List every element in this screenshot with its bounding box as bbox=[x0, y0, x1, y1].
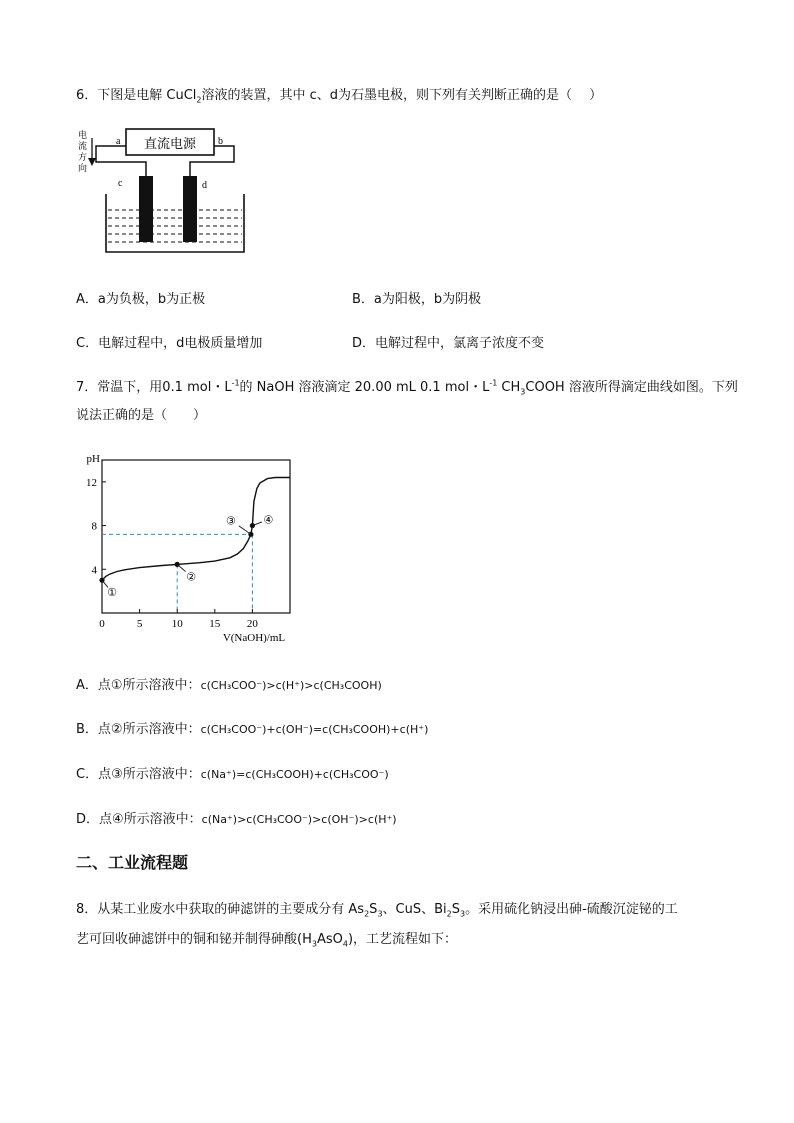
electrolysis-apparatus-diagram bbox=[76, 124, 256, 264]
electrode-d-label: d bbox=[202, 180, 207, 191]
q6-option-b[interactable]: B．a为阳极，b为阴极 bbox=[352, 292, 482, 307]
electrode-c-label: c bbox=[118, 178, 123, 189]
section-title: 二、工业流程题 bbox=[76, 853, 189, 872]
titration-curve-line bbox=[102, 478, 290, 584]
y-axis-label: pH bbox=[86, 453, 100, 465]
plot-frame bbox=[102, 460, 290, 613]
q6-option-c[interactable]: C．电解过程中，d电极质量增加 bbox=[76, 336, 263, 351]
electrode-c bbox=[139, 176, 153, 242]
solution-lines bbox=[108, 210, 242, 242]
titration-curve-chart bbox=[74, 448, 304, 648]
beaker bbox=[106, 194, 244, 252]
q7-stem-line1: 7．常温下，用0.1 mol・$L^{-1}$的 NaOH 溶液滴定 20.00 mL 0.1 mol・$L^{-1}$ $CH_3COOH$ 溶液所得滴定曲线如图。下列 bbox=[76, 378, 738, 397]
data-point-label: ④ bbox=[263, 514, 274, 527]
data-point-label: ② bbox=[186, 571, 197, 584]
data-point-leader bbox=[239, 526, 251, 534]
power-supply-label: 直流电源 bbox=[143, 137, 197, 152]
terminal-b-label: b bbox=[218, 136, 223, 147]
svg-text:流: 流 bbox=[78, 142, 88, 152]
arrow-down-icon bbox=[88, 158, 96, 166]
svg-text:方: 方 bbox=[78, 153, 88, 163]
x-tick-label: 20 bbox=[246, 618, 258, 630]
q8-stem-line2: 艺可回收砷滤饼中的铜和铋并制得砷酸$(H_3AsO_4)$，工艺流程如下： bbox=[76, 932, 458, 949]
y-tick-label: 12 bbox=[86, 476, 97, 489]
y-tick-label: 4 bbox=[91, 564, 97, 577]
q6-option-d[interactable]: D．电解过程中，氯离子浓度不变 bbox=[352, 336, 545, 351]
x-tick-label: 5 bbox=[136, 618, 143, 630]
electrode-d bbox=[183, 176, 197, 242]
current-direction-label bbox=[78, 129, 87, 174]
svg-text:向: 向 bbox=[78, 164, 88, 174]
y-tick-label: 8 bbox=[91, 520, 97, 533]
q7-stem-line2: 说法正确的是（ ） bbox=[76, 408, 207, 423]
terminal-a-label: a bbox=[116, 136, 121, 147]
q6-option-a[interactable]: A．a为负极，b为正极 bbox=[76, 292, 206, 307]
x-tick-label: 0 bbox=[99, 618, 105, 630]
q7-option-c[interactable]: C．点③所示溶液中：c(Na⁺)=c(CH₃COOH)+c(CH₃COO⁻) bbox=[76, 767, 389, 782]
q8-stem-line1: 8．从某工业废水中获取的砷滤饼的主要成分有 $As_2S_3$、CuS、$Bi_2S_3$。采用硫化钠浸出砷-硫酸沉淀铋的工 bbox=[76, 902, 678, 919]
q7-option-b[interactable]: B．点②所示溶液中：c(CH₃COO⁻)+c(OH⁻)=c(CH₃COOH)+c(H⁺) bbox=[76, 722, 429, 737]
data-point-label: ③ bbox=[225, 515, 236, 528]
q6-stem: 6．下图是电解 CuCl$_2$溶液的装置，其中 c、d为石墨电极，则下列有关判断正确的是（ ） bbox=[76, 88, 603, 105]
q7-option-a[interactable]: A．点①所示溶液中：c(CH₃COO⁻)>c(H⁺)>c(CH₃COOH) bbox=[76, 678, 382, 693]
x-axis-label: V(NaOH)/mL bbox=[222, 632, 286, 644]
data-point-label: ① bbox=[107, 587, 117, 600]
data-point-leader bbox=[177, 564, 185, 571]
x-tick-label: 15 bbox=[209, 618, 221, 630]
q7-option-d[interactable]: D．点④所示溶液中：c(Na⁺)>c(CH₃COO⁻)>c(OH⁻)>c(H⁺) bbox=[76, 812, 397, 827]
x-tick-label: 10 bbox=[171, 618, 183, 630]
svg-text:电: 电 bbox=[78, 131, 88, 141]
